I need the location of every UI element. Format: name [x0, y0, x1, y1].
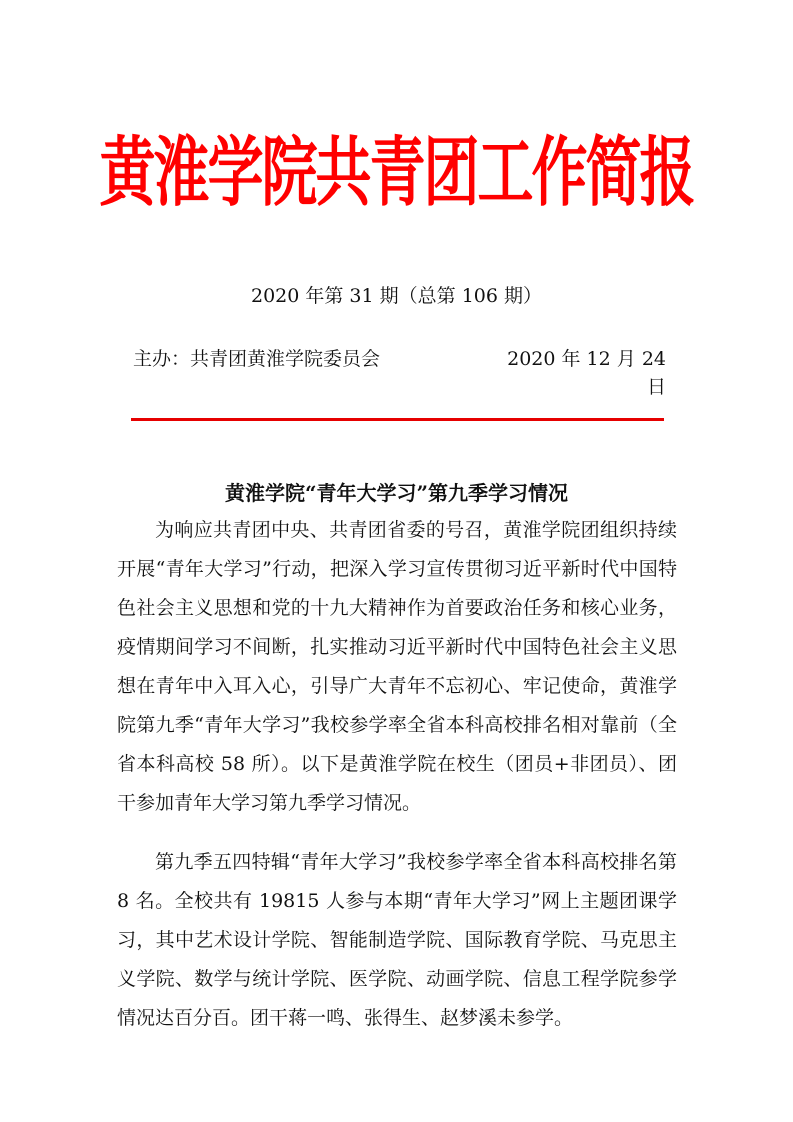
article-title: 黄淮学院“青年大学习”第九季学习情况	[224, 481, 568, 505]
paragraph: 为响应共青团中央、共青团省委的号召，黄淮学院团组织持续开展“青年大学习”行动，把深入学习宣传贯彻习近平新时代中国特色社会主义思想和党的十九大精神作为首要政治任务和核心业务，疫情期间学习不间断，扎实推动习近平新时代中国特色社会主义思想在青年中入耳入心，引导广大青年不忘初心、牢记使命，黄淮学院第九季“青年大学习”我校参学率全省本科高校排名相对靠前（全省本科高校 58 所）。以下是黄淮学院在校生（团员+非团员）、团干参加青年大学习第九季学习情况。	[117, 519, 677, 814]
red-divider	[131, 418, 664, 421]
masthead-title: 黄淮学院共青团工作简报	[99, 128, 694, 218]
publish-date: 2020 年 12 月 24 日	[507, 348, 666, 398]
paragraph: 第九季五四特辑“青年大学习”我校参学率全省本科高校排名第 8 名。全校共有 19815 人参与本期“青年大学习”网上主题团课学习，其中艺术设计学院、智能制造学院、国际教育学院、马克思主义学院、数学与统计学院、医学院、动画学院、信息工程学院参学情况达百分百。团干蒋一鸣、张得生、赵梦溪未参学。	[117, 851, 677, 1029]
sponsor-line: 主办：共青团黄淮学院委员会	[133, 348, 381, 370]
issue-number: 2020 年第 31 期（总第 106 期）	[251, 285, 542, 307]
article-body	[117, 511, 677, 1038]
